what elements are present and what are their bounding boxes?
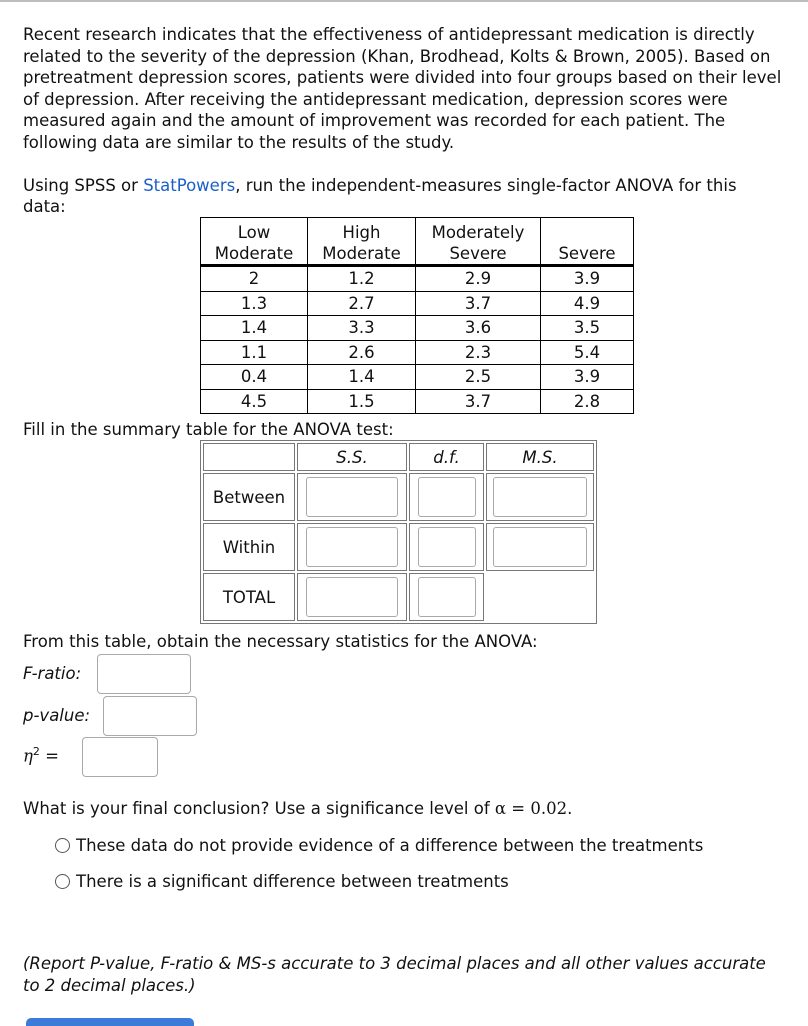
column-header-moderately-severe: Moderately Severe (416, 218, 541, 266)
table-cell: 2.6 (308, 340, 416, 365)
df-within-input[interactable] (418, 527, 476, 567)
table-row (201, 316, 634, 341)
table-cell: 1.2 (308, 266, 416, 292)
table-cell: 1.4 (201, 316, 308, 341)
ss-total-cell (297, 573, 407, 621)
ss-between-input[interactable] (306, 477, 398, 517)
table-cell: 3.6 (416, 316, 541, 341)
table-cell: 3.9 (541, 365, 634, 390)
column-header-low-moderate: Low Moderate (201, 218, 308, 266)
column-header-severe: Severe (541, 218, 634, 266)
table-cell: 3.7 (416, 291, 541, 316)
ms-total-empty (486, 573, 594, 621)
row-label-between: Between (203, 473, 295, 521)
submit-button[interactable] (26, 1018, 194, 1026)
stats-prompt: From this table, obtain the necessary statistics for the ANOVA: (23, 632, 538, 651)
anova-summary-table (200, 440, 597, 624)
table-cell: 1.4 (308, 365, 416, 390)
df-total-cell (409, 573, 484, 621)
f-ratio-label: F-ratio: (23, 664, 82, 683)
table-cell: 0.4 (201, 365, 308, 390)
table-cell: 1.5 (308, 389, 416, 414)
summary-header-df: d.f. (409, 443, 484, 471)
table-cell: 2.9 (416, 266, 541, 292)
table-cell: 1.3 (201, 291, 308, 316)
summary-header-ms: M.S. (486, 443, 594, 471)
table-row (201, 291, 634, 316)
table-row (201, 365, 634, 390)
df-total-input[interactable] (418, 577, 476, 617)
p-value-label: p-value: (23, 706, 91, 725)
table-cell: 2.8 (541, 389, 634, 414)
option-significant-difference[interactable] (55, 872, 509, 891)
rounding-note: (Report P-value, F-ratio & MS-s accurate to 3 decimal places and all other values accurate to 2 decimal places.) (23, 954, 766, 995)
alpha-value: α = 0.02 (494, 799, 568, 818)
radio-no-difference[interactable] (55, 838, 70, 853)
df-within-cell (409, 523, 484, 571)
instruction-before: Using SPSS or (23, 176, 144, 195)
option-no-difference[interactable] (55, 836, 703, 855)
ss-within-cell (297, 523, 407, 571)
table-cell: 3.5 (541, 316, 634, 341)
f-ratio-input[interactable] (97, 654, 191, 694)
instruction-after: , run the independent-measures single-factor ANOVA for this data: (23, 176, 737, 216)
row-label-within: Within (203, 523, 295, 571)
df-between-cell (409, 473, 484, 521)
summary-corner-cell (203, 443, 295, 471)
table-cell: 3.3 (308, 316, 416, 341)
ms-within-cell (486, 523, 594, 571)
table-row (201, 266, 634, 292)
summary-header-ss: S.S. (297, 443, 407, 471)
p-value-input[interactable] (103, 696, 197, 736)
statpowers-link[interactable]: StatPowers (143, 176, 236, 195)
ss-between-cell (297, 473, 407, 521)
data-table (200, 217, 634, 414)
option-no-difference-label: These data do not provide evidence of a difference between the treatments (76, 836, 704, 855)
instruction-text (23, 175, 783, 217)
conclusion-prompt: What is your final conclusion? Use a significance level of α = 0.02. (23, 799, 573, 818)
table-cell: 1.1 (201, 340, 308, 365)
option-significant-difference-label: There is a significant difference between treatments (76, 872, 509, 891)
table-cell: 2.3 (416, 340, 541, 365)
table-cell: 3.7 (416, 389, 541, 414)
eta-squared-input[interactable] (82, 737, 158, 777)
column-header-high-moderate: High Moderate (308, 218, 416, 266)
ss-total-input[interactable] (306, 577, 398, 617)
ss-within-input[interactable] (306, 527, 398, 567)
ms-between-input[interactable] (493, 477, 587, 517)
table-cell: 2.5 (416, 365, 541, 390)
df-between-input[interactable] (418, 477, 476, 517)
ms-within-input[interactable] (493, 527, 587, 567)
table-cell: 2.7 (308, 291, 416, 316)
table-cell: 2 (201, 266, 308, 292)
table-cell: 5.4 (541, 340, 634, 365)
radio-significant-difference[interactable] (55, 874, 70, 889)
table-row (201, 389, 634, 414)
table-row (201, 340, 634, 365)
top-divider (0, 0, 808, 2)
ms-between-cell (486, 473, 594, 521)
problem-intro: Recent research indicates that the effectiveness of antidepressant medication is directly related to the severity of the depression (Khan, Brodhead, Kolts & Brown, 2005). Based on pretreatment depression scores, patients were divided into four groups based on their level of depression. After receiving the antidepressant medication, depression scores were measured again and the amount of improvement was recorded for each patient. The following data are similar to the results of the study. (23, 25, 782, 152)
row-label-total: TOTAL (203, 573, 295, 621)
table-cell: 4.9 (541, 291, 634, 316)
summary-table-prompt: Fill in the summary table for the ANOVA test: (23, 420, 394, 439)
table-cell: 4.5 (201, 389, 308, 414)
table-cell: 3.9 (541, 266, 634, 292)
eta-squared-label: $\eta^2$ = (23, 745, 59, 766)
